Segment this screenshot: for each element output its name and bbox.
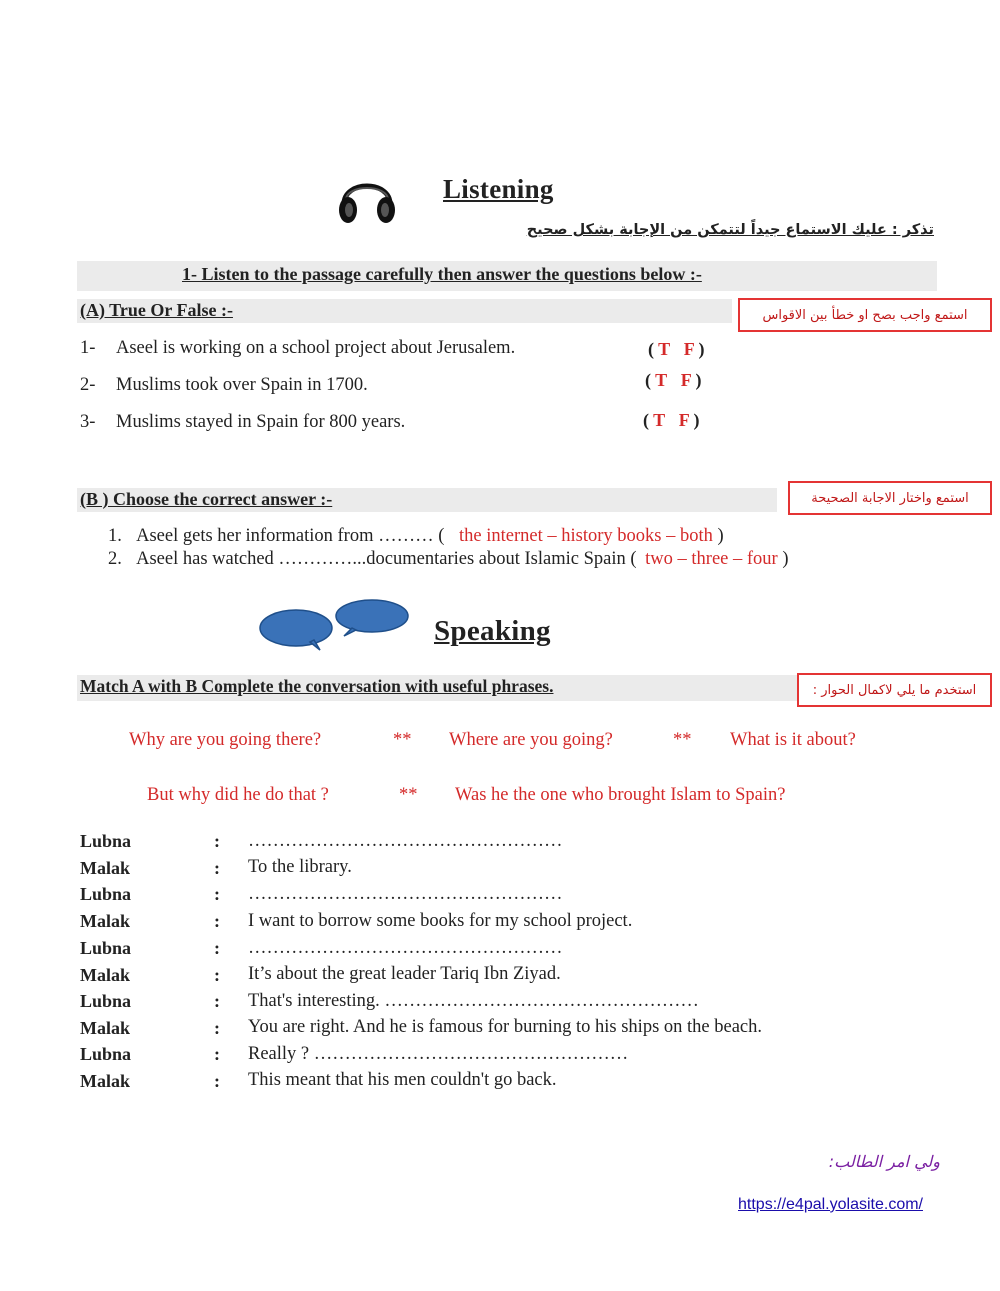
dialogue-colon: : [214,1044,220,1064]
dialogue-colon: : [214,938,220,958]
dialogue-line-blank[interactable]: Really ? …………………………………………… [248,1044,629,1064]
mcq-1-close: ) [717,526,724,546]
mcq-2-stem: Aseel has watched …………...documentaries about Islamic Spain ( [136,549,637,569]
tf-item-2-choice[interactable]: ( T F ) [645,370,702,390]
dialogue-line: To the library. [248,857,352,877]
arabic-reminder: تذكر : عليك الاستماع جيداً لتتمكن من الإجابة بشكل صحيح [526,222,934,238]
speech-bubbles-icon [258,596,413,652]
mcq-2-number: 2. [108,549,122,569]
listening-title: Listening [443,174,554,204]
tf-item-2-true[interactable]: T [655,370,668,390]
dialogue-colon: : [214,831,220,851]
dialogue-speaker: Lubna [80,938,132,958]
phrase-5: Was he the one who brought Islam to Spain? [455,785,786,805]
tf-item-3-number: 3- [80,412,96,432]
dialogue-colon: : [214,884,220,904]
dialogue-speaker: Lubna [80,1044,132,1064]
dialogue-colon: : [214,1071,220,1091]
dialogue-speaker: Lubna [80,884,132,904]
dialogue-speaker: Lubna [80,991,132,1011]
phrase-separator: ** [673,730,692,750]
dialogue-line-blank[interactable]: …………………………………………… [248,884,563,904]
listening-instruction: 1- Listen to the passage carefully then answer the questions below :- [182,264,702,284]
phrase-1: Why are you going there? [129,730,322,750]
dialogue-line: It’s about the great leader Tariq Ibn Ziyad. [248,964,561,984]
tf-item-2-false[interactable]: F [680,370,692,390]
tf-item-1-choice[interactable]: ( T F ) [648,339,705,359]
mcq-2-options[interactable]: two – three – four [645,549,778,569]
tf-item-3-choice[interactable]: ( T F ) [643,410,700,430]
section-a-heading: (A) True Or False :- [80,300,233,320]
dialogue-line-blank[interactable]: …………………………………………… [248,831,563,851]
parent-signature: ولي امر الطالب: [828,1152,940,1171]
dialogue-colon: : [214,965,220,985]
dialogue-colon: : [214,858,220,878]
dialogue-line: You are right. And he is famous for burning to his ships on the beach. [248,1017,763,1037]
tf-item-1-number: 1- [80,338,96,358]
phrase-separator: ** [393,730,412,750]
tf-item-3-true[interactable]: T [653,410,666,430]
tf-item-1-false[interactable]: F [683,339,695,359]
mcq-2 [108,549,788,570]
dialogue-speaker: Malak [80,1071,131,1091]
dialogue-line: This meant that his men couldn't go back. [248,1070,557,1090]
section-b-note: استمع واختار الاجابة الصحيحة [788,481,992,515]
dialogue-speaker: Lubna [80,831,132,851]
speaking-instruction: Match A with B Complete the conversation with useful phrases. [80,676,554,696]
dialogue-colon: : [214,1018,220,1038]
phrase-3: What is it about? [730,730,856,750]
section-a-note: استمع واجب بصح او خطأ بين الاقواس [738,298,992,332]
dialogue-line-blank[interactable]: That's interesting. …………………………………………… [248,991,699,1011]
tf-item-2-number: 2- [80,375,96,395]
speaking-note: استخدم ما يلي لاكمال الحوار : [797,673,992,707]
tf-item-1-text: Aseel is working on a school project about Jerusalem. [116,338,516,358]
dialogue-line-blank[interactable]: …………………………………………… [248,938,563,958]
tf-item-3-false[interactable]: F [678,410,690,430]
mcq-2-close: ) [782,549,789,569]
tf-item-2-text: Muslims took over Spain in 1700. [116,375,368,395]
dialogue-colon: : [214,911,220,931]
section-b-heading: (B ) Choose the correct answer :- [80,489,333,509]
phrase-2: Where are you going? [449,730,613,750]
website-link[interactable]: https://e4pal.yolasite.com/ [738,1196,923,1213]
mcq-1-number: 1. [108,526,122,546]
dialogue-speaker: Malak [80,858,131,878]
dialogue-line: I want to borrow some books for my school project. [248,911,633,931]
phrase-4: But why did he do that ? [147,785,329,805]
dialogue-colon: : [214,991,220,1011]
headphones-icon [336,170,398,226]
tf-item-1-true[interactable]: T [658,339,671,359]
mcq-1 [108,526,724,547]
dialogue-speaker: Malak [80,911,131,931]
phrase-separator: ** [399,785,418,805]
speaking-title: Speaking [434,615,551,647]
tf-item-3-text: Muslims stayed in Spain for 800 years. [116,412,406,432]
mcq-1-options[interactable]: the internet – history books – both [459,526,713,546]
dialogue-speaker: Malak [80,965,131,985]
mcq-1-stem: Aseel gets her information from ……… ( [136,526,445,546]
dialogue-speaker: Malak [80,1018,131,1038]
